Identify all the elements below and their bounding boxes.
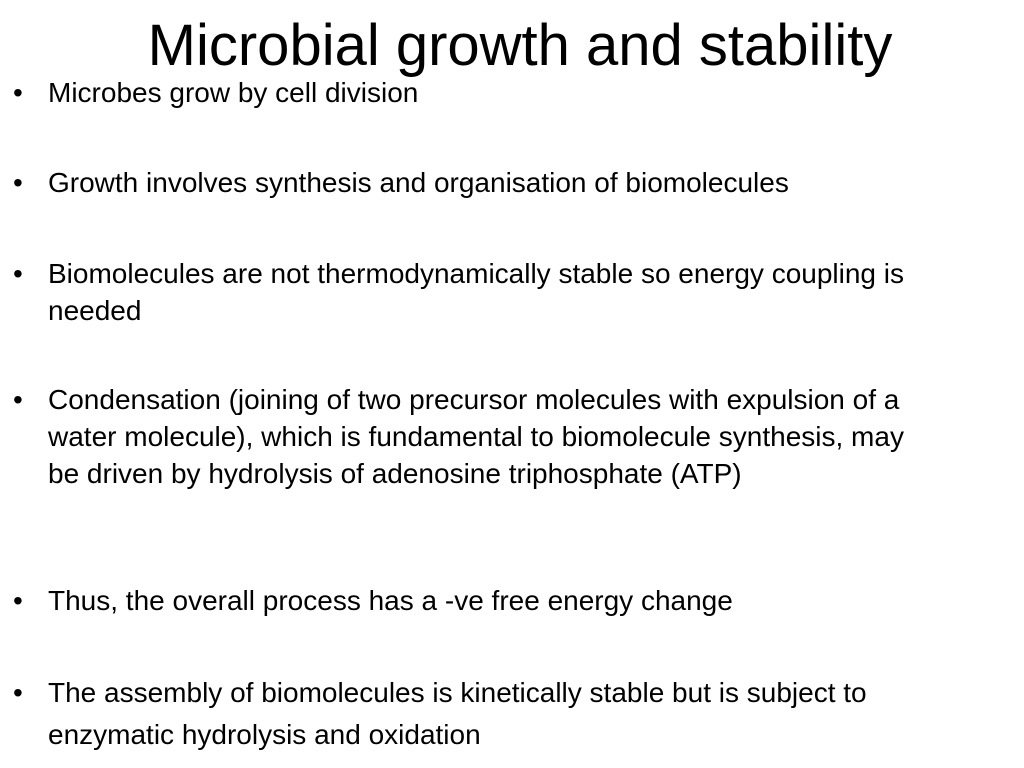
bullet-icon: •: [13, 167, 23, 198]
bullet-text: Biomolecules are not thermodynamically stable so energy coupling is needed: [48, 258, 904, 326]
bullet-icon: •: [13, 384, 23, 415]
bullet-text: The assembly of biomolecules is kinetically stable but is subject to enzymatic hydrolysis and oxidation: [48, 677, 867, 750]
bullet-text: Condensation (joining of two precursor molecules with expulsion of a water molecule), which is fundamental to biomolecule synthesis, may be driven by hydrolysis of adenosine triphosphate (ATP): [48, 384, 904, 489]
bullet-text: Thus, the overall process has a -ve free energy change: [48, 585, 733, 616]
slide-title: Microbial growth and stability: [147, 13, 893, 78]
bullet-item: [13, 381, 918, 492]
bullet-item: [13, 255, 948, 329]
bullet-icon: •: [13, 77, 23, 108]
bullet-text: Growth involves synthesis and organisation of biomolecules: [48, 167, 789, 198]
bullet-item: [13, 74, 988, 111]
bullet-item: [13, 582, 988, 619]
bullet-icon: •: [13, 585, 23, 616]
bullet-icon: •: [13, 677, 23, 708]
bullet-text: Microbes grow by cell division: [48, 77, 419, 108]
bullet-item: [13, 164, 988, 201]
bullet-item: [13, 672, 928, 756]
bullet-icon: •: [13, 258, 23, 289]
